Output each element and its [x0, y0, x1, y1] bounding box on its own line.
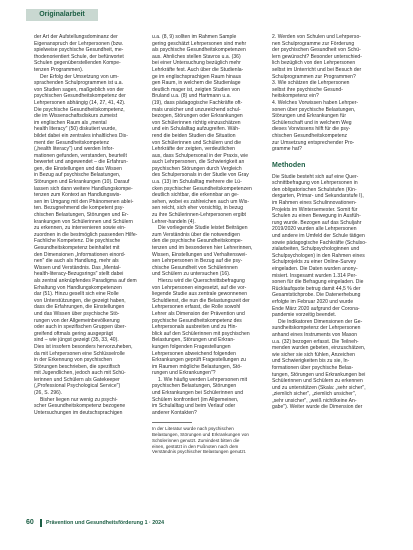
- text-line: von Lehrpersonen eingesetzt, auf die vor-: [152, 284, 247, 291]
- text-line: Störungen und Erkrankungen für: [272, 113, 347, 120]
- page-number: 60: [26, 519, 34, 526]
- text-line: rend die beiden Studien die Situation: [152, 132, 236, 139]
- text-line: Erhaltung von Handlungskompetenzen: [34, 284, 122, 291]
- text-line: Die vorliegende Studie leistet Beiträgen: [158, 225, 248, 232]
- text-line: gering geschätzt Lehrpersonen sind mehr: [152, 40, 247, 47]
- text-line: im Rahmen eines Schulinnovationen-: [272, 200, 357, 207]
- footnote-line: einen, gestützt in den Fußnoten nach dem: [152, 443, 239, 449]
- text-line: Schulprogrammen zur Programmen?: [272, 73, 356, 80]
- text-line: Ende März 2020 aufgrund der Corona-: [272, 305, 360, 312]
- text-line: Hierzu wird die Querschnittsbefragung: [158, 277, 245, 284]
- text-line: gen, die Einstellungen und das Wissen: [34, 165, 123, 172]
- text-line: Störungen und Erkrankungen (10). Darauf: [34, 179, 130, 186]
- text-line: 2019/2020 wurden alle Lehrpersonen: [272, 226, 357, 233]
- text-line: und Schwierigkeiten bis zu sie, In-: [272, 358, 350, 365]
- text-line: psychischen Störungen durch Vergleich: [152, 165, 242, 172]
- text-line: sind – wie jüngst gezeigt (35, 33, 40).: [34, 337, 119, 344]
- footnote-line: In der Literatur wurde nach psychischen: [152, 426, 234, 432]
- text-line: lassen sich dann weitere Handlungskompe-: [34, 185, 133, 192]
- text-line: u.a. (32) bezogen erfasst. Die Teilneh-: [272, 338, 359, 345]
- text-line: dar (51). Hinzu gesellt sich eine Rolle: [34, 291, 119, 298]
- text-line: der psychischen Gesundheit von Schü-: [272, 47, 361, 54]
- text-line: zu ihre Schülerinnen-Lehrpersonen ergibt: [152, 212, 247, 219]
- text-column-1: [34, 34, 148, 416]
- text-line: und Erkrankungen bei Schülerinnen und: [152, 390, 244, 397]
- text-line: sonen für die Befragung eingeladen. Die: [272, 279, 364, 286]
- text-line: Die Studie besteht sich auf eine Quer-: [272, 173, 359, 180]
- text-line: Lehrpersonen erfasst, die Rolle sowohl: [152, 304, 241, 311]
- text-line: eingeladen. Die Daten wurden anony-: [272, 266, 358, 272]
- text-line: schnittbefragung von Lehrpersonen in: [272, 180, 358, 187]
- text-line: selbst ihre psychische Gesund-: [272, 86, 343, 93]
- text-line: als psychische Gesundheitskompetenzen: [152, 47, 246, 54]
- text-line: in der Erkennung von psychischen: [34, 357, 113, 364]
- text-line: lern gewünscht? Besonder unterschied-: [272, 53, 362, 60]
- text-line: Lehrpersonals ausbreiten und zu Hin-: [152, 324, 238, 331]
- text-line: zu erkennen, zu intervenieren sowie ein-: [34, 225, 126, 232]
- text-line: von Unterstützungen, die gezeigt haben,: [34, 297, 126, 304]
- text-line: anhand eines Instruments von Mason: [272, 331, 358, 338]
- text-line: pandemie vorzeitig beendet.: [272, 312, 337, 319]
- text-line: oder auch in spezifischen Gruppen über-: [34, 324, 127, 331]
- text-line: die im Wissenschaftsdiskurs zumeist: [34, 113, 118, 120]
- text-line: mationen gefunden, verstanden, beurteilt: [34, 152, 127, 159]
- text-line: den Dimensionen „Informationen einord-: [34, 251, 126, 258]
- section-rubric: Originalarbeit: [26, 9, 98, 21]
- text-line: sonen über psychische Belastungen,: [272, 106, 356, 113]
- text-line: und ein Schulalltag aufzugreifen. Wäh-: [152, 126, 240, 133]
- text-line: nen Schulprogramme zur Förderung: [272, 40, 355, 47]
- text-line: von Schülerinnen und Schülern und die: [152, 139, 242, 146]
- text-line: dergarten, Primar- und Sekundarstufe I),: [272, 193, 364, 200]
- text-column-2: [152, 34, 266, 455]
- text-line: und Schülern zu untersuchen (16).: [152, 271, 231, 278]
- text-line: rungen von der Allgemeinbevölkerung: [34, 317, 120, 324]
- footnote-line: Verständnis psychischer Belastungen genutzt.: [152, 449, 247, 455]
- text-line: zur Umsetzung entsprechender Pro-: [272, 139, 355, 146]
- text-line: sen Lehrpersonen in Bezug auf die psy-: [152, 258, 243, 265]
- text-line: Bisher liegen nur wenig zu psychi-: [40, 396, 118, 403]
- text-line: im Schulalltag und beim Verlauf oder: [152, 403, 236, 410]
- text-line: 1. Wie häufig werden Lehrpersonen mit: [158, 376, 248, 383]
- text-line: zialarbeiten, Schulpsychologinnen und: [272, 246, 360, 253]
- text-line: mit Jugendlichen, jedoch auch mit Schü-: [34, 370, 126, 377]
- journal-title: Prävention und Gesundheitsförderung 1 · 2024: [46, 520, 165, 526]
- text-line: health-literacy-Bezugsrings" stellt dabei: [34, 271, 124, 278]
- text-line: u.a. (13) im Schulalltag mehrere die Lü-: [152, 179, 242, 186]
- text-line: 3. Wie schätzen die Lehrpersonen: [272, 80, 350, 87]
- text-line: Die psychische Gesundheitskompetenz,: [34, 106, 125, 113]
- text-line: Eigenanspruch der Lehrpersonen (bzw.: [34, 40, 124, 47]
- text-line: tenzen und im besonderen hier Lehrerinnen,: [152, 245, 253, 251]
- text-line: dass die Erfahrungen, die Einstellungen: [34, 304, 125, 311]
- text-line: im Raumen mögliche Belastungen, Stö-: [152, 363, 242, 370]
- text-line: health literacy" (50) diskutiert wurde,: [34, 126, 117, 133]
- text-line: Dies ist insofern besonders hervorzuheben,: [34, 343, 133, 350]
- text-line: deutlich sichtbar, die erkennbar an ge-: [152, 192, 239, 199]
- text-line: cken psychischer Gesundheitskompetenzen: [152, 185, 252, 192]
- text-line: greifend oftmals gering ausgeprägt: [34, 330, 113, 337]
- text-line: Bruland u.a. (8) und Hartmann u.a.: [152, 93, 231, 100]
- text-line: des Schulpersonals in der Studie von Gray: [152, 172, 249, 179]
- text-line: Schuldienst, die nun die Belastungszeit der: [152, 297, 250, 304]
- text-line: „ziemlich sicher", „ziemlich unsicher",: [272, 391, 357, 398]
- text-line: heitskompetenz ein?: [272, 93, 319, 100]
- text-line: chische Gesundheit von Schülerinnen: [152, 264, 238, 271]
- text-line: ge im englischsprachigen Raum hinaus: [152, 73, 242, 80]
- text-line: erfolgte im Februar 2020 und wurde: [272, 298, 354, 305]
- text-line: bezogen, Störungen oder Erkrankungen: [152, 113, 243, 120]
- text-line: Störungen beschrieben, die spezifisch: [34, 363, 121, 370]
- text-line: und das Wissen über psychische Stö-: [34, 310, 120, 317]
- text-line: deutlich mager ist, zeigten Studien von: [152, 86, 240, 93]
- text-line: Erkrankungen geprüft Fragestellungen zu: [152, 357, 246, 364]
- text-line: Lehrpersonen abhängig (14, 27, 41, 42).: [34, 99, 126, 106]
- text-line: sen im Umgang mit den Phänomenen ablei-: [34, 198, 134, 205]
- text-line: (19), dass pädagogische Fachkräfte oft-: [152, 99, 243, 106]
- text-line: bewertet und angewendet – die Erfahrun-: [34, 159, 128, 166]
- text-line: bildet dabei ein zentrales inhaltliches Dis-: [34, 132, 128, 139]
- text-line: tenzen zum Kontext an Handlungswis-: [34, 192, 122, 199]
- text-line: „sehr unsicher", „weiß nicht/keine An-: [272, 397, 357, 404]
- text-line: psychischen Gesundheitskompetenz der: [34, 93, 126, 100]
- text-line: u.a. (8, 9) sollten im Rahmen Sample: [152, 34, 237, 40]
- text-line: spielweise psychische Gesundheit, me-: [34, 47, 124, 54]
- text-line: Schulen gegenüberstellenden Kompe-: [34, 60, 121, 67]
- text-line: kungen folgenden Fragestellungen: [152, 343, 231, 350]
- text-line: liegende Studie aus zentrale gewonnenen: [152, 291, 248, 298]
- text-line: tenzen Programmen).: [34, 66, 84, 73]
- text-line: mals unsicher und unzureichend schul-: [152, 106, 241, 113]
- text-line: von Schülerinnen richtig einzuschätzen: [152, 119, 241, 126]
- text-line: Projekts im Wintersemester. Somit für: [272, 206, 358, 213]
- text-line: („health literacy") und werden Infor-: [34, 146, 115, 153]
- text-line: Lehrkräfte der zeigten, verdeutlichen: [152, 146, 236, 153]
- text-line: Gesundheitskompetenz beinhaltet mit: [34, 245, 120, 251]
- text-line: Lehrpersonen abweichend folgenden: [152, 350, 236, 357]
- text-line: Der Erfolg der Umsetzung von um-: [40, 73, 119, 80]
- text-line: thodenorientiert Schule, der befürwortet: [34, 53, 124, 60]
- text-line: sen reicht, sich eher vorsichtig, in bezug: [152, 205, 244, 212]
- text-line: Schulen zu einen Bewegung in Ausfüh-: [272, 213, 361, 220]
- text-line: Schülern konfrontiert (im Allgemeinen,: [152, 396, 239, 403]
- text-line: wie sicher sie sich fühlen, Anzeichen: [272, 351, 356, 358]
- footnote-line: Schülerinnen genutzt. Zumindest bitten die: [152, 437, 240, 443]
- text-line: Die Indikatoren Dimensionen der Ge-: [278, 318, 363, 325]
- text-line: und zu unterstützen (Skala: „sehr sicher",: [272, 384, 366, 391]
- text-line: Lehrer als Dimension der Prävention und: [152, 310, 245, 317]
- text-line: krankungen von Schülerinnen und Schülern: [34, 218, 134, 225]
- text-line: (26, S. 296).: [34, 390, 63, 397]
- text-line: auch Lehrpersonen, die Schwierigkeit an: [152, 159, 245, 166]
- text-line: chischen Gesundheitskompetenz: [272, 132, 348, 139]
- text-line: Lehrkräfte fest. Auch über die Studienla-: [152, 66, 244, 73]
- footnote-rule: [152, 422, 192, 423]
- text-line: 4. Welches Vorwissen haben Lehrper-: [272, 99, 359, 106]
- text-line: gen Raum, in welchem die Studienlage: [152, 80, 241, 87]
- text-line: selbst im Unterricht und bei Besuch der: [272, 66, 362, 73]
- text-line: von Studien sagen, maßgeblich von der: [34, 86, 124, 93]
- text-line: misiert. Insgesamt wurden 1.314 Per-: [272, 272, 357, 279]
- text-line: da mit Lehrpersonen eine Schlüsselrolle: [34, 350, 125, 357]
- text-line: gramme hat?: [272, 146, 303, 153]
- text-line: im englischen Raum als „mental: [34, 119, 107, 126]
- text-line: Wissen, Einstellungen und Verhaltenswei-: [152, 251, 248, 258]
- text-line: Gesamtstichprobe. Die Datenerhebung: [272, 292, 361, 299]
- text-line: Lehrer-handeln (4).: [152, 218, 196, 225]
- text-line: sehen, wobei es zahlreichen auch um Wis-: [152, 198, 250, 205]
- text-line: und andere im Umfeld der Schule tätigen: [272, 233, 365, 240]
- text-line: formationen über psychische Belas-: [272, 364, 354, 371]
- text-line: 2. Werden von Schulen und Lehrperso-: [272, 34, 361, 40]
- text-line: bei einer Untersuchung bezüglich mehr: [152, 60, 241, 67]
- text-line: Belastungen, Störungen und Erkran-: [152, 337, 235, 344]
- text-line: aus. Ähnliches stellen Stavros u.a. (36): [152, 53, 241, 60]
- text-line: der Art der Aufstellungsdominanz der: [34, 34, 118, 40]
- text-line: („Professional Psychological Service"): [34, 383, 121, 390]
- text-line: rung wurde. Bezogen auf das Schuljahr: [272, 219, 362, 226]
- text-line: den obligatorischen Schulstufen (Kin-: [272, 186, 357, 193]
- footer-divider: [40, 519, 42, 527]
- text-line: zuordnen in die bestmöglich passenden Hilfe-: [34, 231, 138, 238]
- text-line: lich bezüglich von den Lehrpersonen: [272, 60, 356, 67]
- text-line: gabe"). Weiter wurde die Dimension der: [272, 404, 363, 411]
- footnote-line: Belastungen, Störungen und Erkrankungen von: [152, 432, 249, 438]
- text-line: anderer Kontakten?: [152, 409, 197, 416]
- text-line: sprachenden Schulprogrammen ist u.a.: [34, 80, 124, 87]
- text-line: Rücklaufquote betrug damit 44,5 % der: [272, 285, 361, 292]
- text-line: sundheitskompetenz der Lehrpersonen: [272, 325, 361, 332]
- text-line: menden wurden gebeten, einzuschätzen,: [272, 345, 366, 352]
- text-line: Fachliche Kompetenz. Die psychische: [34, 238, 121, 245]
- text-line: den die psychische Gesundheitskompe-: [152, 238, 243, 245]
- page-footer: [26, 518, 386, 528]
- text-line: scher Gesundheitskompetenz bezogene: [34, 403, 126, 410]
- text-line: Schulprojekts zu einer Online-Survey: [272, 259, 357, 266]
- section-heading: Methoden: [272, 161, 306, 169]
- text-line: rungen und Erkrankungen"?: [152, 370, 216, 377]
- text-line: aus, dass Schulpersonal in der Praxis, wie: [152, 152, 249, 159]
- text-line: zum Verständnis über die notwendigen: [152, 231, 240, 238]
- text-line: sowie pädagogische Fachkräfte (Schulso-: [272, 239, 367, 246]
- text-line: psychischen Belastungen, Störungen: [152, 383, 237, 390]
- text-line: tungen, Störungen und Erkrankungen bei: [272, 371, 366, 378]
- text-line: Wissen und Verständnis. Das „Mental-: [34, 264, 121, 271]
- text-line: Untersuchungen im deutschsprachigen: [34, 409, 123, 416]
- text-line: lerinnen und Schülern als Gatekeeper: [34, 376, 120, 383]
- text-column-3: [272, 34, 392, 411]
- text-line: ten. Bezugnehmend die kompetent psy-: [34, 205, 125, 212]
- text-line: ment der Gesundheitskompetenz: [34, 139, 110, 146]
- text-line: psychische Gesundheitskompetenz des: [152, 317, 242, 324]
- text-line: als zentral anknüpfendes Paradigma auf dem: [34, 277, 137, 284]
- text-line: blick auf den Schülerinnen mit psychischen: [152, 330, 250, 337]
- text-line: chischen Belastungen, Störungen und Er-: [34, 212, 129, 219]
- text-line: Schülerinnen und Schülern zu erkennen: [272, 378, 363, 385]
- text-line: Schulpsychologen) in den Rahmen eines: [272, 252, 365, 259]
- text-line: dieses Vorwissens hilft für die psy-: [272, 126, 351, 133]
- text-line: Schülerschaft und in welchem Weg: [272, 119, 352, 126]
- text-line: nen" die auch als Handlung, mehr als: [34, 258, 119, 265]
- text-line: in Bezug auf psychische Belastungen,: [34, 172, 121, 179]
